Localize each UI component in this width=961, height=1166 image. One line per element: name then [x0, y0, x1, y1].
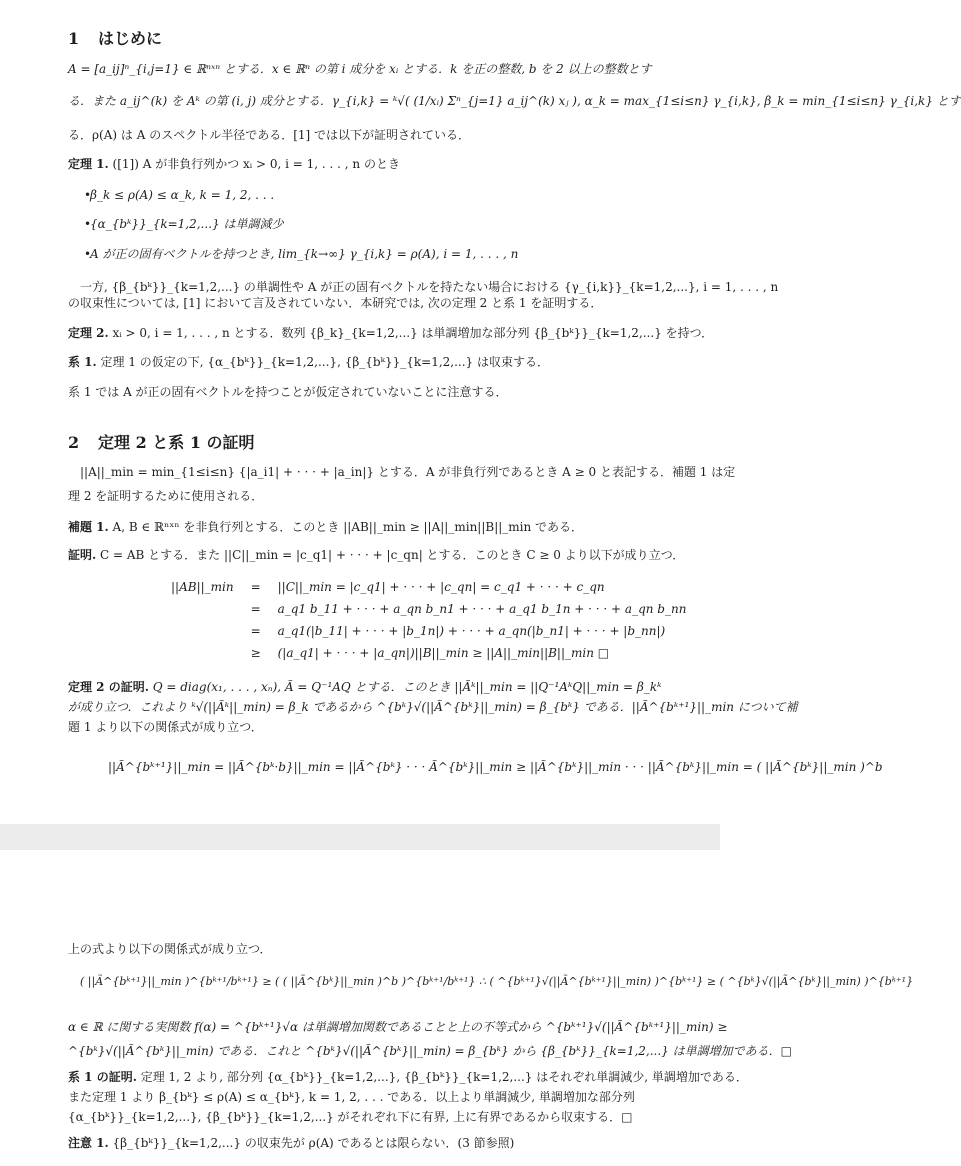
- theorem-text: xᵢ > 0, i = 1, . . . , n とする．数列 {β_k}_{k=1,2,...} は単調増加な部分列 {β_{bᵏ}}_{k=1,2,...} を持つ．: [108, 326, 714, 340]
- theorem-bullet: • β_k ≤ ρ(A) ≤ α_k, k = 1, 2, . . .: [90, 186, 662, 204]
- display-equation: ( ||Ã^{bᵏ⁺¹}||_min )^{bᵏ⁺¹/bᵏ⁺¹} ≥ ( ( ||Ã^{bᵏ}||_min )^b )^{bᵏ⁺¹/bᵏ⁺¹} ∴ ( ^{bᵏ⁺¹}√(||Ã^{bᵏ⁺¹}||_min) )^{bᵏ⁺¹} ≥ ( ^{bᵏ}√(||Ã^{bᵏ}||_min) )^{bᵏ⁺¹}: [80, 975, 914, 988]
- section-title: はじめに: [98, 29, 163, 48]
- note-text: {β_{bᵏ}}_{k=1,2,...} の収束先が ρ(A) であるとは限らない．(3 節参照): [108, 1136, 515, 1150]
- paragraph-line: A = [a_ij]ⁿ_{i,j=1} ∈ ℝⁿˣⁿ とする．x ∈ ℝⁿ の第 i 成分を xᵢ とする．k を正の整数, b を 2 以上の整数とす: [68, 62, 652, 76]
- note-label: 注意 1.: [68, 1136, 109, 1150]
- paragraph-line: α ∈ ℝ に関する実関数 f(α) = ^{bᵏ⁺¹}√α は単調増加関数であることと上の不等式から ^{bᵏ⁺¹}√(||Ã^{bᵏ⁺¹}||_min) ≥: [68, 1020, 728, 1034]
- corollary-text: 定理 1 の仮定の下, {α_{bᵏ}}_{k=1,2,...}, {β_{bᵏ}}_{k=1,2,...} は収束する．: [96, 355, 549, 369]
- equation-rhs: (|a_q1| + · · · + |a_qn|)||B||_min ≥ ||A||_min||B||_min □: [277, 646, 610, 660]
- paragraph-line: また定理 1 より β_{bᵏ} ≤ ρ(A) ≤ α_{bᵏ}, k = 1, 2, . . . である．以上より単調減少, 単調増加な部分列: [68, 1090, 635, 1104]
- paragraph-line: ||A||_min = min_{1≤i≤n} {|a_i1| + · · · + |a_in|} とする．A が非負行列であるとき A ≥ 0 と表記する．補題 1 は定: [80, 465, 736, 479]
- equation-relation: =: [250, 624, 261, 638]
- theorem-bullet: • A が正の固有ベクトルを持つとき, lim_{k→∞} γ_{i,k} = ρ(A), i = 1, . . . , n: [90, 245, 662, 263]
- equation-row: [165, 620, 692, 642]
- paragraph-line: る．ρ(A) は A のスペクトル半径である．[1] では以下が証明されている．: [68, 128, 471, 142]
- proof-lemma-1: [68, 546, 685, 564]
- lemma-1: [68, 518, 662, 536]
- section-number: 2: [68, 433, 80, 452]
- proof-text: C = AB とする．また ||C||_min = |c_q1| + · · · + |c_qn| とする．このとき C ≥ 0 より以下が成り立つ．: [96, 548, 685, 562]
- paragraph-line: が成り立つ．これより ᵏ√(||Ãᵏ||_min) = β_k であるから ^{bᵏ}√(||Ã^{bᵏ}||_min) = β_{bᵏ} である．||Ã^{bᵏ⁺¹}||_min について補: [68, 700, 798, 714]
- equation-lhs: ||AB||_min: [171, 580, 234, 594]
- equation-row: [165, 576, 692, 598]
- paragraph-line: 理 2 を証明するために使用される．: [68, 489, 264, 503]
- theorem-1: [68, 155, 662, 173]
- corollary-1: [68, 353, 662, 371]
- theorem-2: [68, 324, 714, 342]
- equation-rhs: a_q1(|b_11| + · · · + |b_1n|) + · · · + a_qn(|b_n1| + · · · + |b_nn|): [277, 624, 666, 638]
- proof-text: 定理 1, 2 より, 部分列 {α_{bᵏ}}_{k=1,2,...}, {β_{bᵏ}}_{k=1,2,...} はそれぞれ単調減少, 単調増加である．: [136, 1070, 748, 1084]
- paragraph-line: 系 1 では A が正の固有ベクトルを持つことが仮定されていないことに注意する．: [68, 385, 508, 399]
- equation-relation: ≥: [250, 646, 261, 660]
- page-separator: [0, 824, 720, 850]
- note-1: [68, 1134, 662, 1152]
- paragraph-line: 上の式より以下の関係式が成り立つ．: [68, 942, 272, 956]
- lemma-label: 補題 1.: [68, 520, 109, 534]
- proof-text: Q = diag(x₁, . . . , xₙ), Ã = Q⁻¹AQ とする．このとき ||Ãᵏ||_min = ||Q⁻¹AᵏQ||_min = β_kᵏ: [148, 680, 662, 694]
- equation-array: [165, 576, 692, 664]
- section-2-heading: [68, 434, 662, 452]
- theorem-label: 定理 1.: [68, 157, 109, 171]
- paragraph-line: ^{bᵏ}√(||Ã^{bᵏ}||_min) である．これと ^{bᵏ}√(||Ã^{bᵏ}||_min) = β_{bᵏ} から {β_{bᵏ}}_{k=1,2,...} は単調増加である．□: [68, 1044, 792, 1058]
- theorem-label: 定理 2.: [68, 326, 109, 340]
- paragraph-line: の収束性については, [1] において言及されていない．本研究では, 次の定理 2 と系 1 を証明する．: [68, 296, 603, 310]
- equation-relation: =: [250, 580, 261, 594]
- equation-row: [165, 642, 692, 664]
- proof-label: 系 1 の証明.: [68, 1070, 137, 1084]
- theorem-text: ([1]) A が非負行列かつ xᵢ > 0, i = 1, . . . , n のとき: [108, 157, 400, 171]
- paragraph-line: 題 1 より以下の関係式が成り立つ．: [68, 720, 263, 734]
- page-2: [0, 850, 914, 1166]
- paragraph-line: る．また a_ij^(k) を Aᵏ の第 (i, j) 成分とする．γ_{i,k} = ᵏ√( (1/xᵢ) Σⁿ_{j=1} a_ij^(k) xⱼ ), α_k = max_{1≤i≤n} γ_{i,k}, β_k = min_{1≤i≤n} γ_{i,k} とす: [68, 94, 961, 108]
- display-equation: ||Ã^{bᵏ⁺¹}||_min = ||Ã^{bᵏ·b}||_min = ||Ã^{bᵏ} · · · Ã^{bᵏ}||_min ≥ ||Ã^{bᵏ}||_min · · · ||Ã^{bᵏ}||_min = ( ||Ã^{bᵏ}||_min )^b: [108, 760, 883, 774]
- section-title: 定理 2 と系 1 の証明: [98, 433, 255, 452]
- equation-rhs: a_q1 b_11 + · · · + a_qn b_n1 + · · · + a_q1 b_1n + · · · + a_qn b_nn: [277, 602, 687, 616]
- section-1-heading: [68, 30, 662, 48]
- equation-relation: =: [250, 602, 261, 616]
- proof-corollary-1: [68, 1068, 748, 1086]
- lemma-text: A, B ∈ ℝⁿˣⁿ を非負行列とする．このとき ||AB||_min ≥ ||A||_min||B||_min である．: [108, 520, 584, 534]
- equation-row: [165, 598, 692, 620]
- paragraph-line: 一方, {β_{bᵏ}}_{k=1,2,...} の単調性や A が正の固有ベクトルを持たない場合における {γ_{i,k}}_{k=1,2,...}, i = 1, . . . , n: [80, 280, 779, 294]
- section-number: 1: [68, 29, 80, 48]
- equation-rhs: ||C||_min = |c_q1| + · · · + |c_qn| = c_q1 + · · · + c_qn: [277, 580, 605, 594]
- proof-label: 証明.: [68, 548, 97, 562]
- proof-label: 定理 2 の証明.: [68, 680, 149, 694]
- proof-theorem-2: [68, 678, 662, 696]
- corollary-label: 系 1.: [68, 355, 97, 369]
- theorem-bullet: • {α_{bᵏ}}_{k=1,2,...} は単調減少: [90, 215, 662, 233]
- paragraph-line: {α_{bᵏ}}_{k=1,2,...}, {β_{bᵏ}}_{k=1,2,...} がそれぞれ下に有界, 上に有界であるから収束する．□: [68, 1110, 633, 1124]
